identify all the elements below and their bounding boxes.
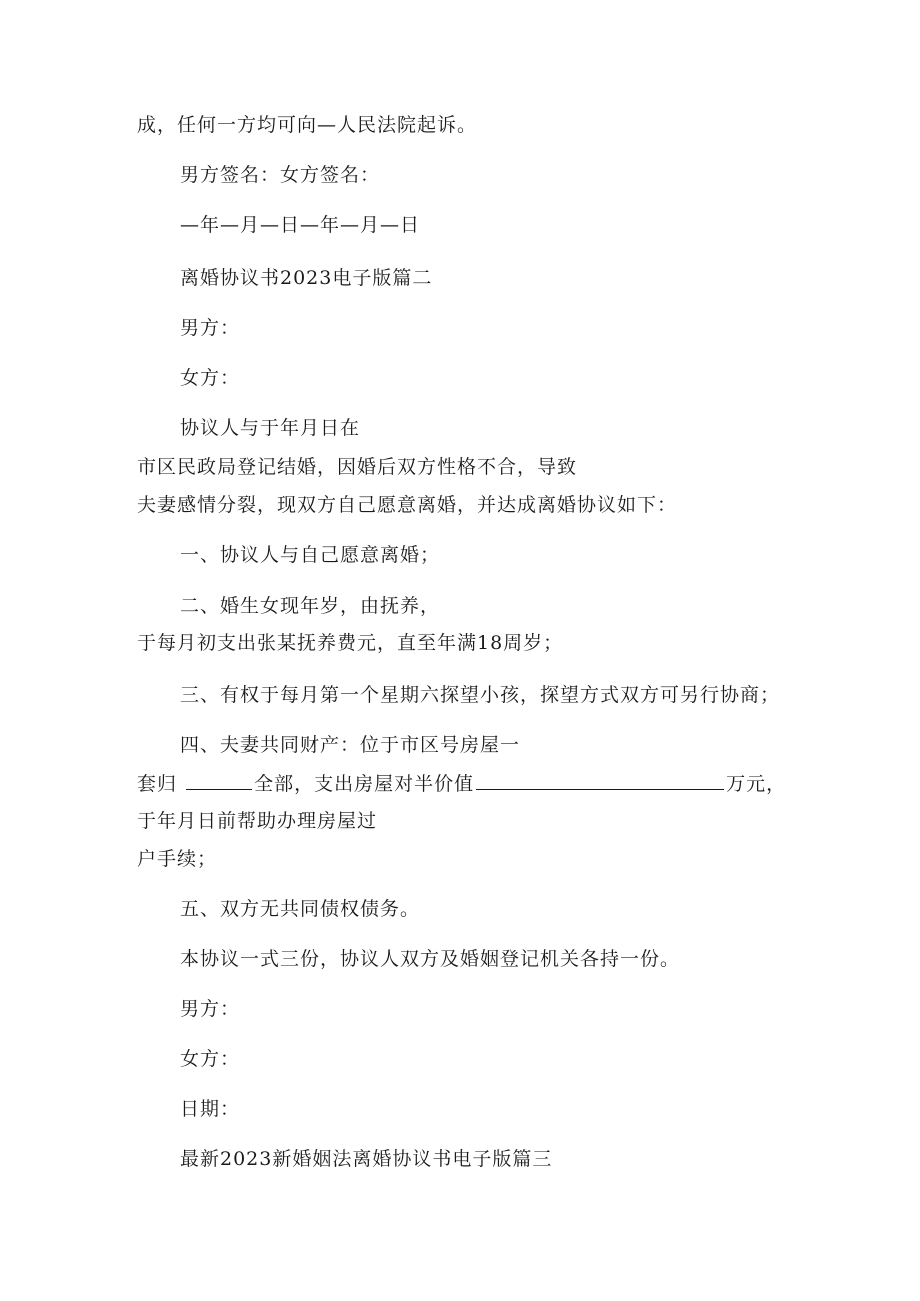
date-label: 日期：: [180, 1098, 241, 1120]
clause-four-value-text: 全部，支出房屋对半价值: [254, 773, 475, 795]
intro-line-2: 市区民政局登记结婚，因婚后双方性格不合，导致: [137, 456, 578, 478]
clause-four-line-3: 于年月日前帮助办理房屋过: [137, 810, 378, 832]
clause-one: 一、协议人与自己愿意离婚；: [180, 544, 441, 566]
clause-three: 三、有权于每月第一个星期六探望小孩，探望方式双方可另行协商；: [180, 684, 781, 706]
intro-line-3: 夫妻感情分裂，现双方自己愿意离婚，并达成离婚协议如下：: [137, 494, 678, 516]
intro-line-1: 协议人与于年月日在: [180, 417, 361, 439]
amount-blank: [476, 771, 724, 790]
clause-two-line-2: 于每月初支出张某抚养费元，直至年满18周岁；: [137, 632, 564, 654]
clause-four-line-2: [137, 771, 786, 796]
female-party-label-2: 女方：: [180, 1048, 241, 1070]
signature-line: 男方签名：女方签名：: [180, 164, 381, 186]
clause-two-line-1: 二、婚生女现年岁，由抚养，: [180, 595, 441, 617]
owner-blank: [186, 771, 252, 790]
date-line: —年—月—日—年—月—日: [180, 214, 421, 236]
clause-four-line-4: 户手续；: [137, 848, 218, 870]
clause-five: 五、双方无共同债权债务。: [180, 898, 421, 920]
section-title-two: 离婚协议书2023电子版篇二: [180, 267, 433, 289]
male-party-label-2: 男方：: [180, 998, 241, 1020]
clause-four-unit: 万元，: [726, 773, 787, 795]
clause-four-assign-label: 套归: [137, 773, 178, 795]
section-title-three: 最新2023新婚姻法离婚协议书电子版篇三: [180, 1148, 553, 1170]
copies-note: 本协议一式三份，协议人双方及婚姻登记机关各持一份。: [180, 948, 681, 970]
clause-four-line-1: 四、夫妻共同财产：位于市区号房屋一: [180, 734, 521, 756]
male-party-label: 男方：: [180, 317, 241, 339]
female-party-label: 女方：: [180, 367, 241, 389]
paragraph-lawsuit-clause: 成，任何一方均可向—人民法院起诉。: [137, 114, 478, 136]
